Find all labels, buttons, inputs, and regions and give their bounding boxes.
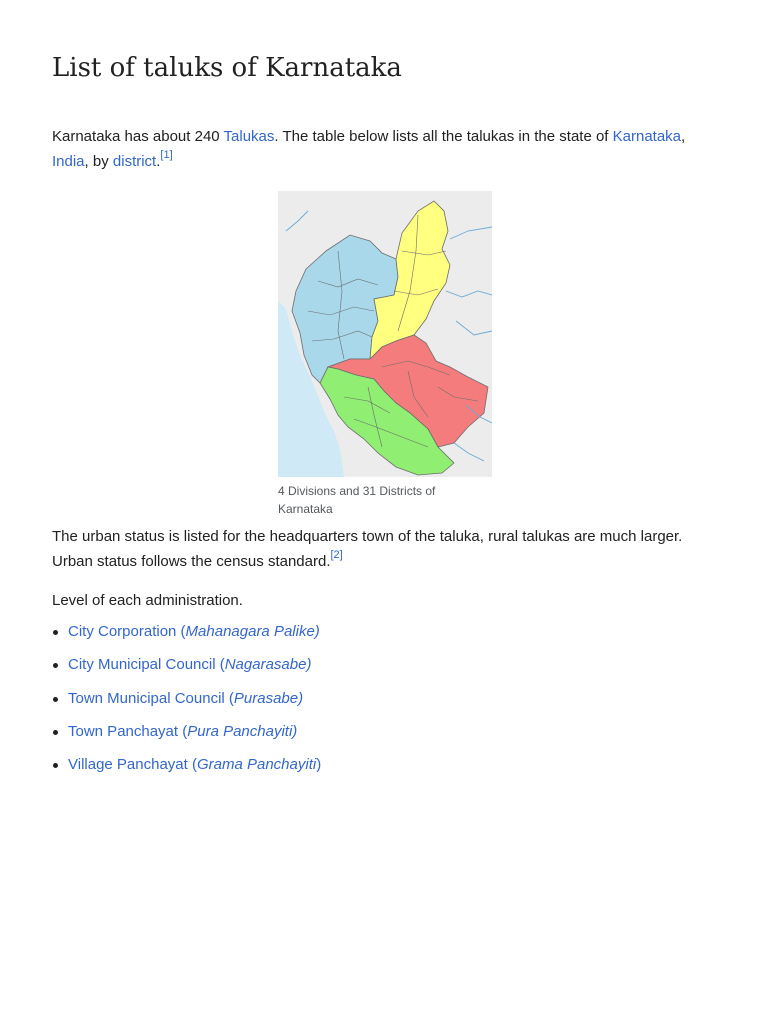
urban-status-text: The urban status is listed for the headquarters town of the taluka, rural talukas are much larger. Urban status follows the census standard. (52, 528, 683, 570)
level-name: City Corporation ( (68, 623, 186, 640)
map-caption: 4 Divisions and 31 Districts of Karnataka (278, 484, 436, 516)
list-item-city-corporation[interactable] (68, 620, 321, 644)
level-local-name: Mahanagara Palike) (185, 623, 320, 640)
level-name: Town Panchayat ( (68, 722, 188, 740)
list-item-city-municipal-council[interactable] (68, 653, 321, 677)
karnataka-link[interactable]: Karnataka (612, 128, 682, 145)
level-close: ) (316, 756, 322, 774)
intro-paragraph (52, 125, 716, 174)
level-local-name: Pura Panchayiti) (187, 722, 298, 740)
urban-status-paragraph (52, 525, 716, 574)
intro-text-4: , by (84, 152, 113, 170)
list-item-town-panchayat[interactable] (68, 720, 321, 744)
intro-text-3: , (681, 128, 686, 145)
karnataka-map-image (278, 191, 492, 477)
list-item-village-panchayat[interactable] (68, 753, 321, 777)
page-title: List of taluks of Karnataka (52, 53, 402, 83)
level-name: Village Panchayat ( (68, 756, 197, 774)
level-name: Town Municipal Council ( (68, 689, 234, 707)
administration-levels-list (52, 620, 321, 786)
level-local-name: Grama Panchayiti (196, 756, 317, 774)
levels-intro: Level of each administration. (52, 592, 243, 609)
reference-2-link[interactable]: [2] (330, 548, 343, 561)
reference-1-link[interactable]: [1] (160, 148, 173, 161)
level-local-name: Purasabe) (233, 689, 304, 707)
intro-text-5: . (156, 152, 161, 170)
list-item-town-municipal-council[interactable] (68, 687, 321, 711)
talukas-link[interactable]: Talukas (223, 128, 275, 145)
india-link[interactable]: India (52, 152, 85, 170)
map-figure (278, 191, 492, 518)
level-local-name: Nagarasabe) (224, 656, 312, 674)
karnataka-map[interactable] (278, 191, 492, 477)
level-name: City Municipal Council ( (68, 656, 225, 674)
district-link[interactable]: district (112, 152, 157, 170)
intro-text-2: . The table below lists all the talukas in the state of (274, 128, 613, 145)
intro-text-1: Karnataka has about 240 (52, 128, 224, 145)
